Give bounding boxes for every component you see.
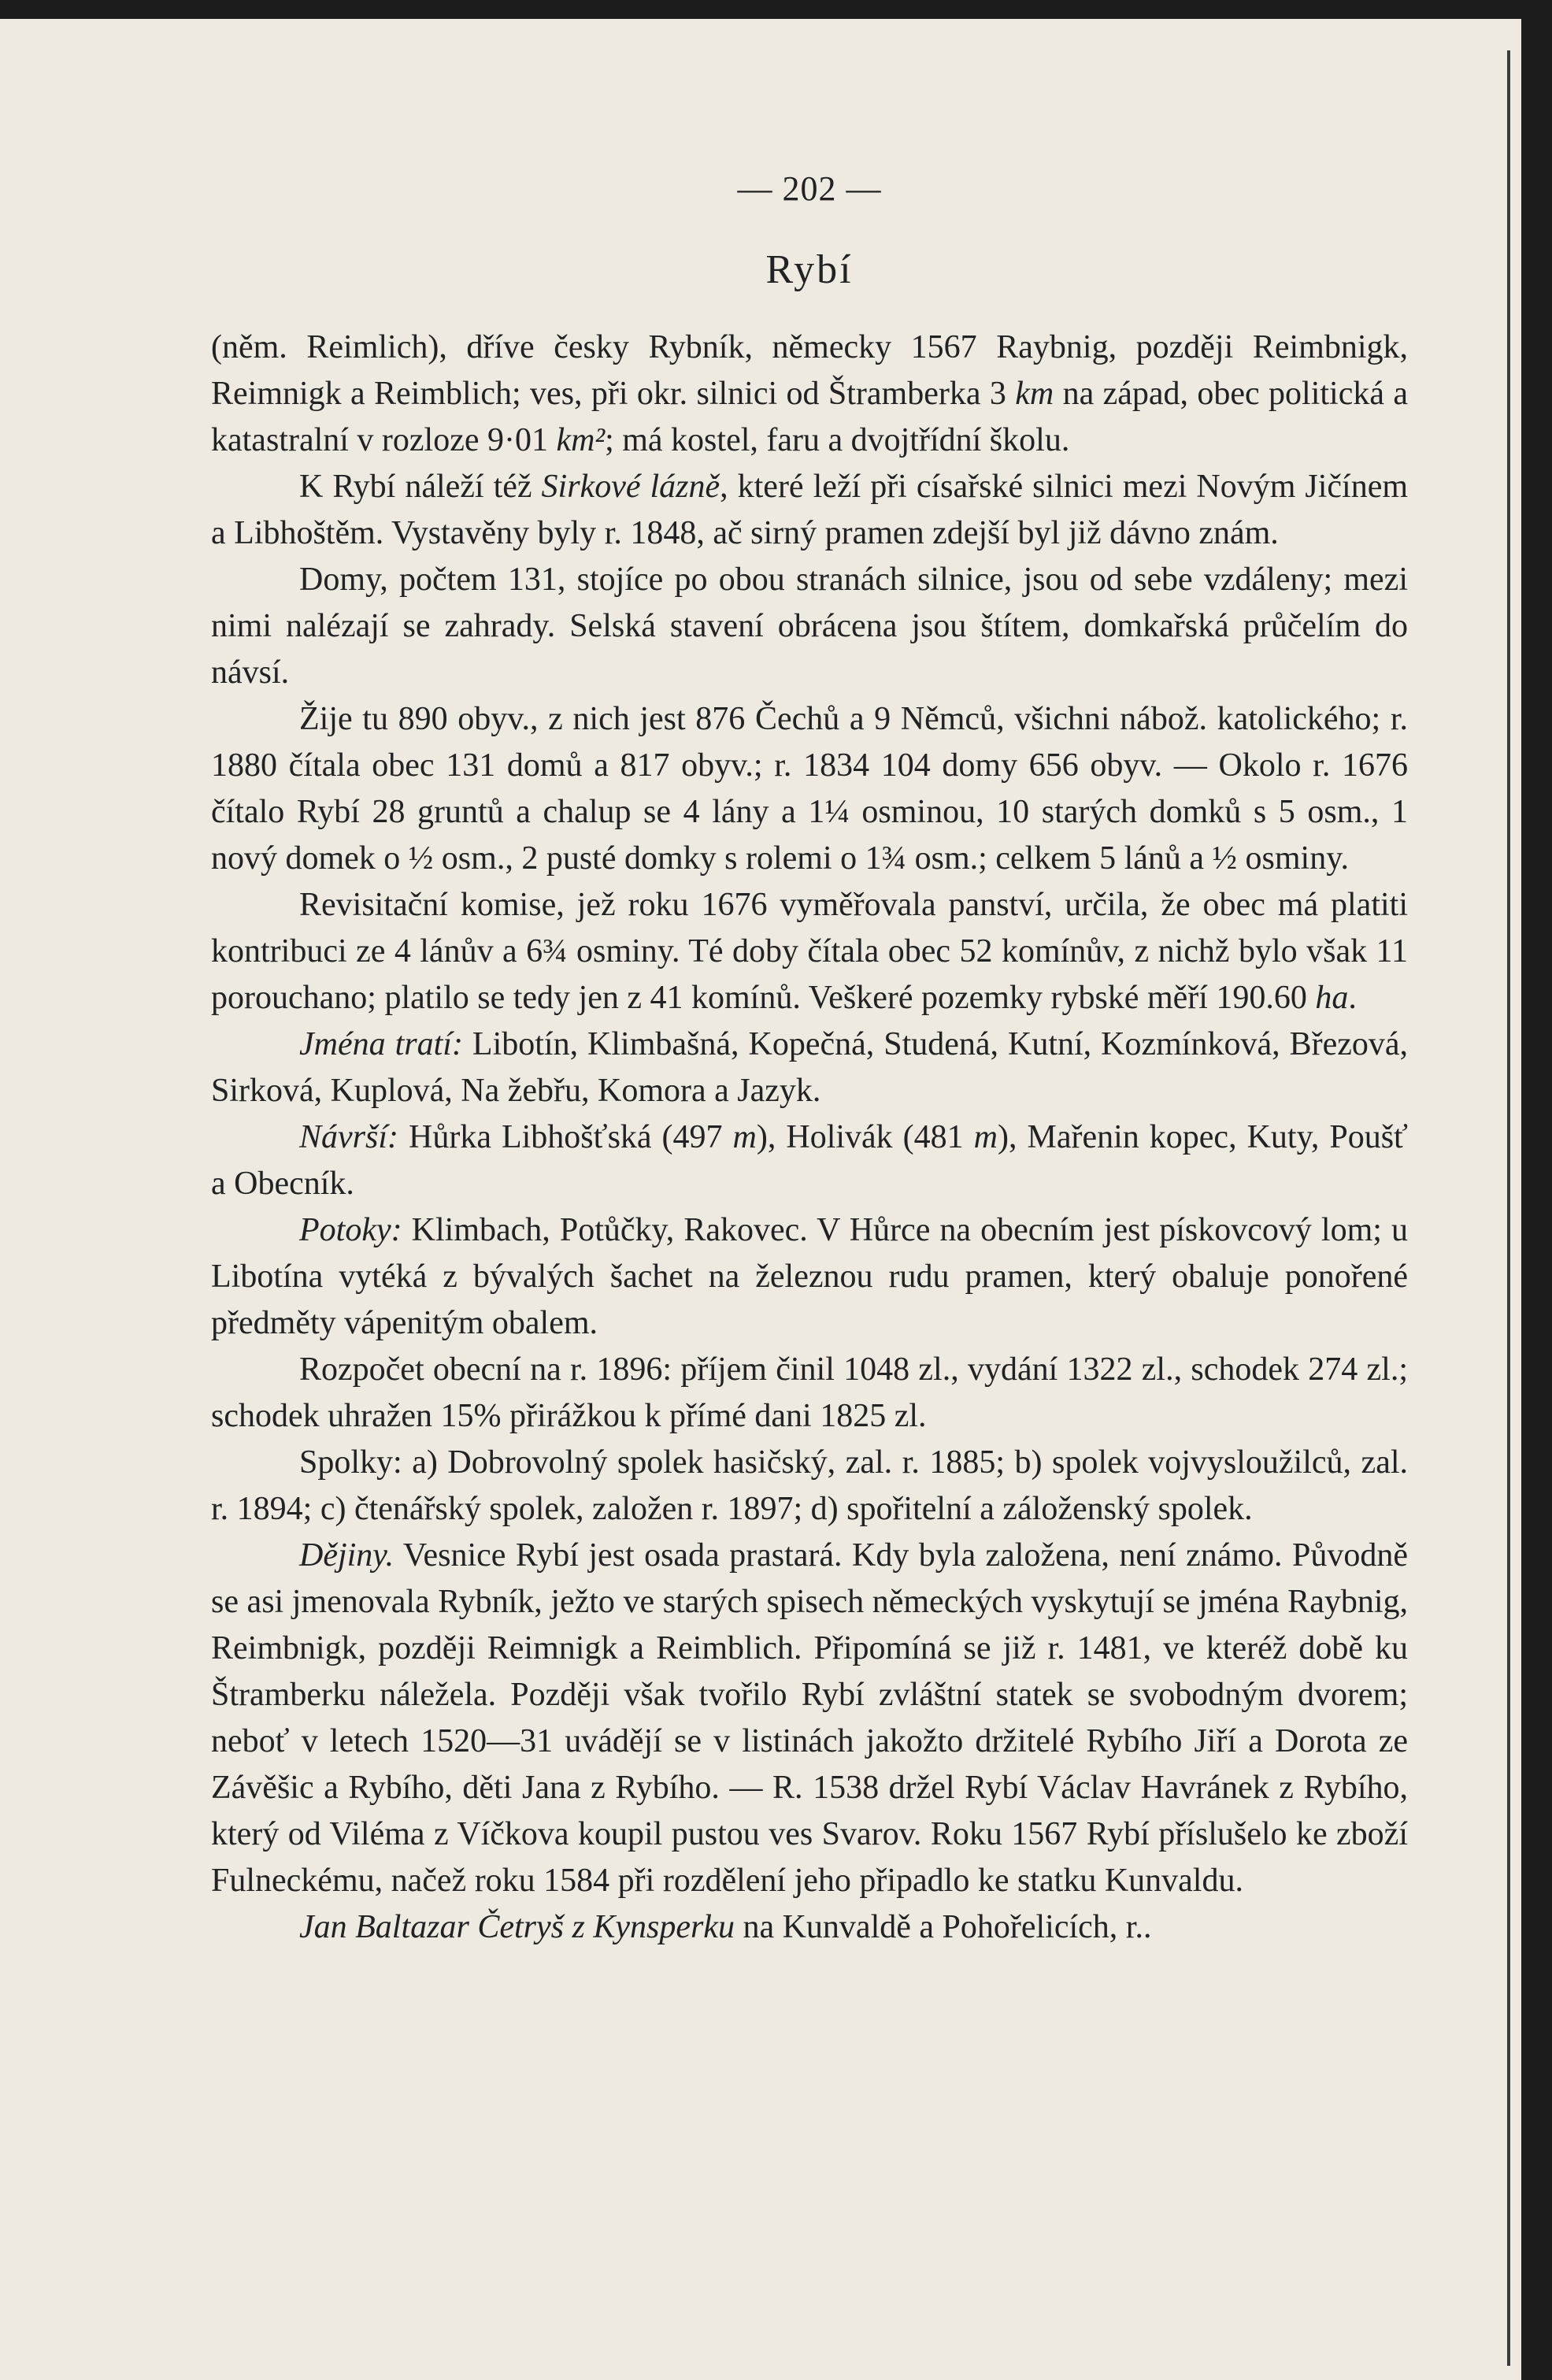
text-segment: ), Mařenin kopec, Kuty, Poušť a Obecník. — [211, 1119, 1408, 1202]
italic-segment: m — [732, 1119, 757, 1155]
italic-segment: Jména tratí: — [299, 1026, 463, 1062]
paragraph-8 — [211, 1207, 1408, 1347]
paragraph-3 — [211, 557, 1408, 696]
paragraph-1 — [211, 324, 1408, 464]
italic-segment: Návrší: — [299, 1119, 398, 1155]
text-segment: na západ, obec politická a katastralní v rozloze 9·01 — [211, 376, 1409, 458]
paragraph-10 — [211, 1440, 1408, 1533]
text-segment: Žije tu 890 obyv., z nich jest 876 Čechů a 9 Němců, všichni nábož. katolického; r. 1880 čítala obec 131 domů a 817 obyv.; r. 1834 104 domy 656 obyv. — Okolo r. 1676 čítalo Rybí 28 gruntů a chalup se 4 lány a 1¼ osminou, 10 starých domků s 5 osm., 1 nový domek o ½ osm., 2 pusté domky s rolemi o 1¾ osm.; celkem 5 lánů a ½ osminy. — [211, 701, 1408, 877]
text-segment: . — [1348, 980, 1357, 1016]
text-segment: Hůrka Libhošťská (497 — [398, 1119, 733, 1155]
italic-segment: km² — [556, 422, 606, 458]
text-segment: Klimbach, Potůčky, Rakovec. V Hůrce na obecním jest pískovcový lom; u Libotína vytéká z bývalých šachet na železnou rudu pramen, který obaluje ponořené předměty vápenitým obalem. — [211, 1212, 1408, 1341]
text-segment: Libotín, Klimbašná, Kopečná, Studená, Kutní, Kozmínková, Březová, Sirková, Kuplová, Na žebřu, Komora a Jazyk. — [211, 1026, 1408, 1109]
italic-segment: Sirkové lázně — [541, 469, 720, 505]
italic-segment: km — [1015, 376, 1054, 412]
italic-segment: Potoky: — [299, 1212, 402, 1248]
paragraph-7 — [211, 1114, 1408, 1207]
text-segment: K Rybí náleží též — [299, 469, 542, 505]
text-segment: (něm. Reimlich), dříve česky Rybník, německy 1567 Raybnig, později Reimbnigk, Reimnigk a Reimblich; ves, při okr. silnici od Štramberka 3 — [211, 329, 1408, 412]
paragraph-5 — [211, 882, 1408, 1021]
page-number: — 202 — — [737, 169, 882, 208]
text-segment: Revisitační komise, jež roku 1676 vyměřovala panství, určila, že obec má platiti kontribuci ze 4 lánův a 6¾ osminy. Té doby čítala obec 52 komínův, z nichž bylo však 11 porouchano; platilo se tedy jen z 41 komínů. Veškeré pozemky rybské měří 190.60 — [211, 887, 1408, 1016]
page-title: Rybí — [765, 247, 854, 292]
text-segment: na Kunvaldě a Pohořelicích, r.. — [734, 1909, 1152, 1945]
italic-segment: m — [973, 1119, 998, 1155]
paragraph-4 — [211, 696, 1408, 882]
italic-segment: Dějiny. — [299, 1537, 394, 1574]
paragraph-2 — [211, 464, 1408, 557]
text-segment: Vesnice Rybí jest osada prastará. Kdy byla založena, není známo. Původně se asi jmenovala Rybník, ježto ve starých spisech německých vyskytují se jména Raybnig, Reimbnigk, později Reimnigk a Reimblich. Připomíná se již r. 1481, ve kteréž době ku Štramberku náležela. Později však tvořilo Rybí zvláštní statek se svobodným dvorem; neboť v letech 1520—31 uvádějí se v listinách jakožto držitelé Rybího Jiří a Dorota ze Závěšic a Rybího, děti Jana z Rybího. — R. 1538 držel Rybí Václav Havránek z Rybího, který od Viléma z Víčkova koupil pustou ves Svarov. Roku 1567 Rybí příslušelo ke zboží Fulneckému, načež roku 1584 při rozdělení jeho připadlo ke statku Kunvaldu. — [211, 1537, 1408, 1899]
text-segment: Rozpočet obecní na r. 1896: příjem činil 1048 zl., vydání 1322 zl., schodek 274 zl.; schodek uhražen 15% přirážkou k přímé dani 1825 zl. — [211, 1351, 1408, 1434]
paragraph-11 — [211, 1533, 1408, 1904]
text-segment: ; má kostel, faru a dvojtřídní školu. — [605, 422, 1070, 458]
text-segment: , které leží při císařské silnici mezi Novým Jičínem a Libhoštěm. Vystavěny byly r. 1848, ač sirný pramen zdejší byl již dávno znám. — [211, 469, 1409, 551]
text-segment: ), Holivák (481 — [756, 1119, 974, 1155]
text-segment: Domy, počtem 131, stojíce po obou stranách silnice, jsou od sebe vzdáleny; mezi nimi nalézají se zahrady. Selská stavení obrácena jsou štítem, domkařská průčelím do návsí. — [211, 562, 1408, 691]
paragraph-6 — [211, 1021, 1408, 1114]
italic-segment: ha — [1315, 980, 1349, 1016]
paragraph-12 — [211, 1904, 1408, 1951]
text-segment: Spolky: a) Dobrovolný spolek hasičský, zal. r. 1885; b) spolek vojvysloužilců, zal. r. 1894; c) čtenářský spolek, založen r. 1897; d) spořitelní a záloženský spolek. — [211, 1444, 1408, 1527]
italic-segment: Jan Baltazar Četryš z Kynsperku — [299, 1909, 735, 1945]
page-content — [211, 169, 1408, 1951]
paragraph-9 — [211, 1347, 1408, 1440]
page-edge-line — [1507, 50, 1510, 2366]
book-page — [0, 19, 1521, 2380]
